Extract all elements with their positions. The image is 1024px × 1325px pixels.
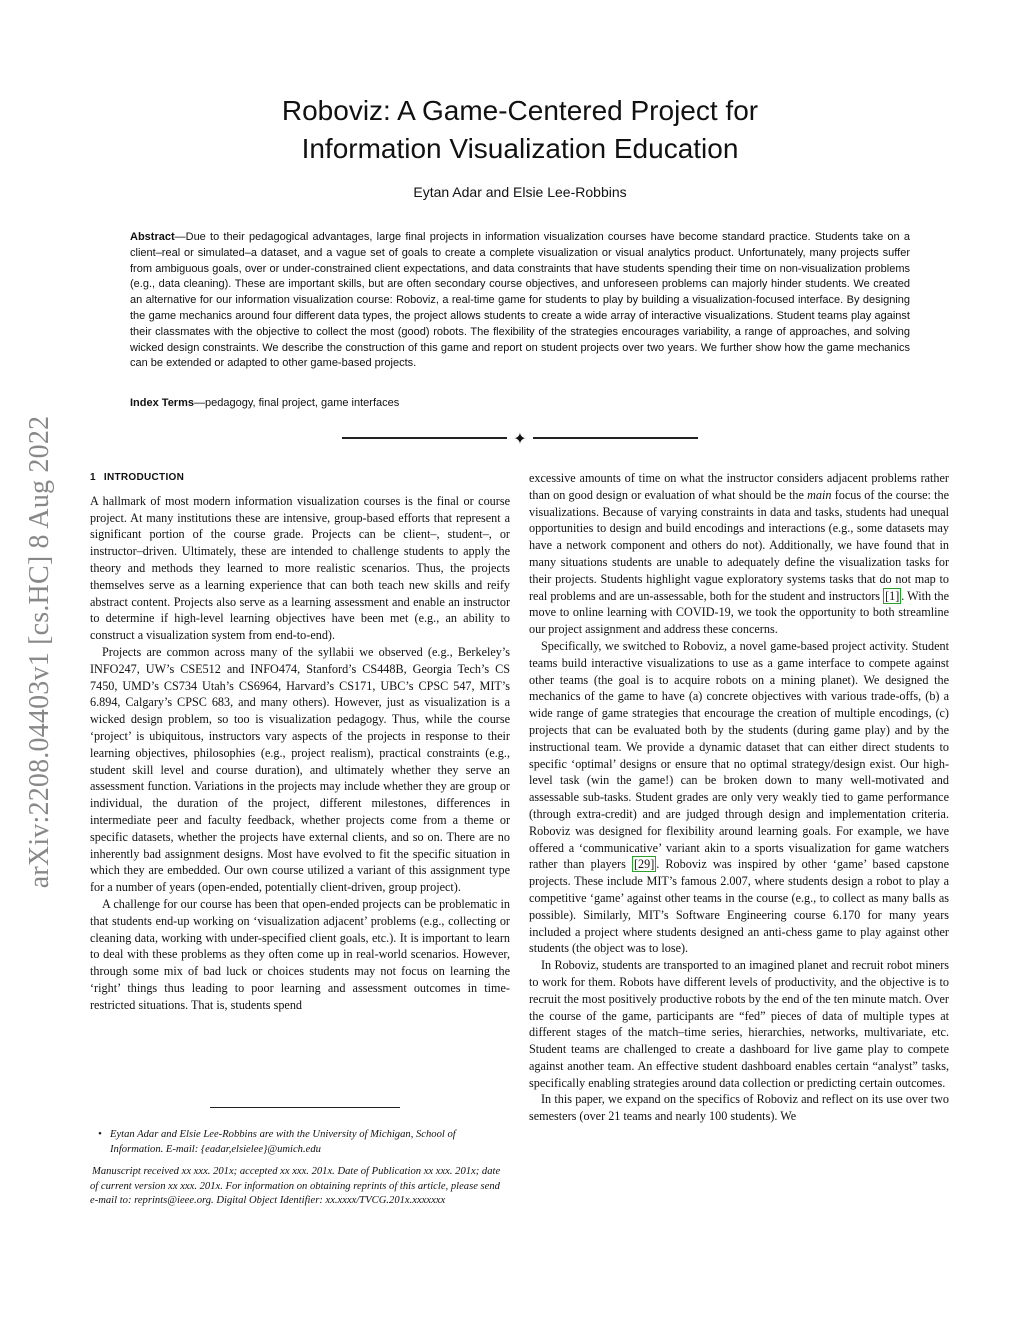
- intro-paragraph-6: In Roboviz, students are transported to an imagined planet and recruit robot miners to work for them. Robots have different levels of productivity, and the objective is to recruit the most positively productive robots by the end of the ten minute match. Over the course of the game, participants are “fed” pieces of data of multiple types at different stages of the match–time series, hierarchies, networks, multivariate, etc. Student teams are challenged to create a dashboard for live game play to compete against another team. An effective student dashboard enables certain “analyst” tasks, specifically enabling strategies around data collection or predicting certain outcomes.: [529, 958, 949, 1090]
- paper-title: [130, 92, 910, 168]
- intro-paragraph-4: [529, 470, 949, 638]
- divider-line-right: [533, 437, 698, 439]
- footnotes: [90, 1128, 510, 1209]
- divider-line-left: [342, 437, 507, 439]
- section-heading-introduction: [90, 470, 510, 487]
- arxiv-identifier: arXiv:2208.04403v1 [cs.HC] 8 Aug 2022: [24, 415, 56, 889]
- section-divider: [342, 428, 698, 448]
- affiliation-text: Eytan Adar and Elsie Lee-Robbins are with the University of Michigan, School of Information. E-mail: {eadar,elsielee}@umich.edu: [110, 1129, 456, 1155]
- section-title: INTRODUCTION: [103, 472, 185, 483]
- paragraph-text: . With the move to online learning with COVID-19, we took the opportunity to both streamline our project assignment and address these concerns.: [529, 588, 949, 637]
- index-terms-label: Index Terms: [130, 397, 194, 409]
- bullet-icon: •: [98, 1129, 102, 1140]
- intro-paragraph-7: In this paper, we expand on the specifics of Roboviz and reflect on its use over two semesters (over 21 teams and nearly 100 students). We: [529, 1092, 949, 1124]
- footnote-rule: [210, 1107, 400, 1108]
- intro-paragraph-3: A challenge for our course has been that open-ended projects can be problematic in that students end-up working on ‘visualization adjacent’ problems (e.g., collecting or cleaning data, working with under-specified client goals, etc.). It is important to learn to deal with these problems as they often come up in real-world scenarios. However, through some mix of bad luck or choices students may not focus on learning the ‘right’ things thus leading to poor learning and assessment outcomes in time-restricted situations. That is, students spend: [90, 896, 510, 1012]
- arxiv-sidebar-stamp: [20, 352, 60, 952]
- abstract: [130, 230, 910, 372]
- paragraph-text: excessive amounts of time on what the instructor considers adjacent problems rather than on good design or evaluation of what should be the: [529, 471, 949, 502]
- intro-paragraph-5: [529, 638, 949, 957]
- intro-paragraph-2: Projects are common across many of the syllabii we observed (e.g., Berkeley’s INFO247, UW’s CSE512 and INFO474, Stanford’s CS448B, Georgia Tech’s CS 7450, UMD’s CS734 Utah’s CS6964, Harvard’s CS171, UBC’s CPSC 547, MIT’s 6.894, Calgary’s CPSC 683, and many others). However, just as visualization is a wicked design problem, so too is visualization pedagogy. Thus, while the course ‘project’ is ubiquitous, instructors vary aspects of the projects in response to their learning objectives, philosophies (e.g., project realism), practical constraints (e.g., student skill level and course duration), and ultimately whether they serve an assessment function. Variations in the projects may include whether they are group or individual, the duration of the project, different milestones, differences in intermediate peer and faculty feedback, whether projects come from a theme or specific datasets, whether the projects have external clients, and so on. There are no inherently bad assignment designs. Most have evolved to fit the specific situation in which they are embedded. Our own course utilized a variant of this assignment type for a number of years (open-ended, potentially client-driven, group project).: [90, 644, 510, 895]
- abstract-label: Abstract: [130, 231, 175, 243]
- title-line-2: Information Visualization Education: [301, 133, 739, 164]
- citation-link-29[interactable]: [29]: [633, 857, 655, 872]
- footnote-affiliation: [90, 1128, 510, 1157]
- index-terms-text: —pedagogy, final project, game interfaces: [194, 397, 400, 409]
- author-list: Eytan Adar and Elsie Lee-Robbins: [413, 184, 627, 200]
- title-line-1: Roboviz: A Game-Centered Project for: [281, 95, 759, 126]
- left-column: [90, 470, 510, 1014]
- intro-paragraph-1: A hallmark of most modern information visualization courses is the final or course project. At many institutions these are intensive, group-based efforts that represent a significant portion of the course grade. Projects can be client–, student–, or instructor–driven. Ultimately, these are intended to challenge students to apply the theory and methods they learned to more realistic scenarios. Thus, the projects themselves serve as a learning experience that can both teach new skills and reify abstract content. Projects also serve as a learning assessment and enable an instructor to determine if high-level learning objectives have been met (e.g., an ability to construct a visualization system from end-to-end).: [90, 493, 510, 643]
- section-number: 1: [90, 472, 96, 483]
- citation-link-1[interactable]: [1]: [885, 588, 900, 603]
- diamond-star-icon: ✦: [513, 428, 527, 448]
- right-column: [529, 470, 949, 1125]
- paragraph-text: focus of the course: the visualizations. Because of varying constraints in data and tasks, students had unequal opportunities to design and build encodings and interactions (e.g., some datasets may have a network component and others do not). Additionally, we have found that in many situations students are unable to adequately define the visualization tasks for their projects. Students highlight vague exploratory systems tasks that do not map to real problems and are un-assessable, both for the student and instructors: [529, 487, 949, 603]
- emphasis-main: main: [807, 487, 832, 502]
- paragraph-text: . Roboviz was inspired by other ‘game’ based capstone projects. These include MIT’s famous 2.007, where students design a robot to play a competitive ‘game’ against other teams in the course (e.g., to collect as many balls as possible). Similarly, MIT’s Software Engineering course 6.170 for many years included a project where students designed an anti-chess game to play against other students (the object was to lose).: [529, 857, 949, 956]
- footnote-manuscript: Manuscript received xx xxx. 201x; accepted xx xxx. 201x. Date of Publication xx xxx. 201x; date of current version xx xxx. 201x. For information on obtaining reprints of this article, please send e-mail to: reprints@ieee.org. Digital Object Identifier: xx.xxxx/TVCG.201x.xxxxxxx: [90, 1166, 501, 1206]
- paragraph-text: Specifically, we switched to Roboviz, a novel game-based project activity. Student teams build interactive visualizations to use as a game interface to compete against other teams (the goal is to acquire robots on a mining planet). We designed the mechanics of the game to have (a) concrete objectives with various trade-offs, (b) a wide range of game strategies that encourage the creation of multiple encodings, (c) projects that can be evaluated both by the students (during game play) and by the instructional team. We provide a dynamic dataset that can either direct students to specific ‘optimal’ designs or ensure that no optimal strategy/design exist. Our high-level task (win the game!) can be broken down to many well-motivated and assessable sub-tasks. Student grades are only very weakly tied to game performance (through extra-credit) and are judged through design and implementation criteria. Roboviz was designed for flexibility around learning goals. For example, we have offered a ‘communicative’ variant akin to a sports visualization for game watchers rather than players: [529, 638, 949, 872]
- index-terms: [130, 397, 910, 409]
- abstract-text: —Due to their pedagogical advantages, large final projects in information visualization courses have become standard practice. Students take on a client–real or simulated–a dataset, and a vague set of goals to create a complete visualization or visual analytics product. Unfortunately, many projects suffer from ambiguous goals, over or under-constrained client expectations, and data constraints that have students spending their time on non-visualization problems (e.g., data cleaning). These are important skills, but are often secondary course objectives, and unforeseen problems can majorly hinder students. We created an alternative for our information visualization course: Roboviz, a real-time game for students to play by building a visualization-focused interface. By designing the game mechanics around four different data types, the project allows students to create a wide array of interactive visualizations. Student teams play against their classmates with the objective to collect the most (good) robots. The flexibility of the strategies encourages variability, a range of approaches, and solving wicked design constraints. We describe the construction of this game and report on student projects over two years. We further show how the game mechanics can be extended or adapted to other game-based projects.: [130, 231, 910, 370]
